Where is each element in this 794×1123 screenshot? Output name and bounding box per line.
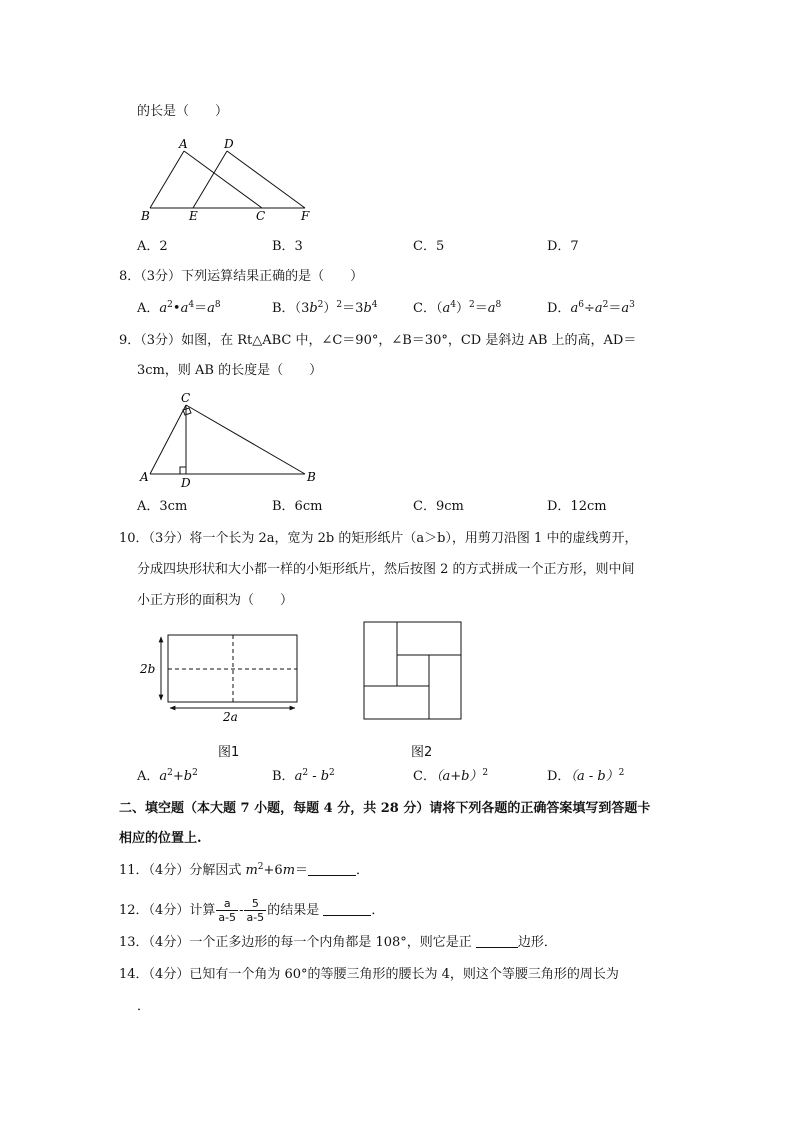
q7-option-d[interactable]: D．7	[547, 239, 579, 254]
q8-score: （3分）	[140, 269, 182, 284]
q8-number: 8．	[119, 269, 141, 284]
q7-label-a: A	[179, 137, 188, 151]
q9-label-c: C	[181, 391, 191, 405]
q10-stem-line3: 小正方形的面积为（ ）	[137, 593, 294, 608]
q11-stem: 11．（4分）分解因式 $m^2+6m=$ ．	[119, 862, 370, 878]
q12-answer-blank[interactable]	[323, 903, 371, 916]
q9-text-1: 如图，在 Rt△ABC 中，∠C＝90°，∠B＝30°，CD 是斜边 AB 上的高，AD＝	[181, 333, 637, 348]
q14-stem: 14．（4分）已知有一个角为 60°的等腰三角形的腰长为 4，则这个等腰三角形的周长为	[119, 967, 619, 982]
q10-option-d[interactable]: D．（a - b）$^2$	[547, 768, 625, 784]
q9-option-d[interactable]: D．12cm	[547, 499, 607, 514]
q14-answer-line: ．	[137, 999, 151, 1014]
q10-stem-line2: 分成四块形状和大小都一样的小矩形纸片，然后按图 2 的方式拼成一个正方形，则中间	[137, 562, 635, 577]
q10-score: （3分）	[148, 531, 190, 546]
q10-option-b[interactable]: B．$a^2 - b^2$	[272, 768, 335, 784]
q10-fig1-caption: 图1	[218, 745, 240, 760]
q9-option-c[interactable]: C．9cm	[413, 499, 464, 514]
section2-heading-line2: 相应的位置上.	[119, 831, 202, 846]
q9-score: （3分）	[140, 333, 182, 348]
q10-fig2-caption: 图2	[411, 745, 433, 760]
q9-label-d: D	[181, 476, 191, 490]
q8-option-d[interactable]: D．$a^6\div a^2=a^3$	[547, 300, 635, 316]
q10-text-1: 将一个长为 2a，宽为 2b 的矩形纸片（a＞b），用剪刀沿图 1 中的虚线剪开，	[189, 531, 638, 546]
q7-stem-tail: 的长是（ ）	[137, 104, 229, 119]
q10-number: 10．	[119, 531, 149, 546]
q10-fig1-label-2b: 2b	[140, 662, 156, 676]
q10-fig2-outer-square	[364, 622, 461, 719]
q9-label-a: A	[140, 470, 149, 484]
q7-option-b[interactable]: B．3	[272, 239, 303, 254]
q10-fig1-label-2a: 2a	[223, 710, 238, 724]
q7-label-b: B	[141, 209, 150, 223]
q10-option-a[interactable]: A．$a^2+b^2$	[137, 768, 198, 784]
q8-text: 下列运算结果正确的是（ ）	[181, 269, 364, 284]
q9-number: 9．	[119, 333, 141, 348]
q7-label-e: E	[189, 209, 198, 223]
q7-label-f: F	[301, 209, 310, 223]
q8-option-a[interactable]: A．$a^2•a^4=a^8$	[137, 300, 221, 316]
q9-option-b[interactable]: B．6cm	[272, 499, 323, 514]
q7-label-d: D	[224, 137, 234, 151]
q8-option-c[interactable]: C．$(a^4)^2=a^8$	[413, 300, 502, 316]
q12-fraction-1: $\frac{a}{a-5}$	[218, 897, 237, 924]
section2-heading-line1: 二、填空题（本大题 7 小题，每题 4 分，共 28 分）请将下列各题的正确答案填写到答题卡	[119, 801, 651, 816]
q13-stem: 13．（4分）一个正多边形的每一个内角都是 108°，则它是正 边形．	[119, 935, 557, 950]
q7-option-c[interactable]: C．5	[413, 239, 445, 254]
q13-answer-blank[interactable]	[476, 935, 518, 948]
q11-answer-blank[interactable]	[308, 863, 356, 876]
q10-option-c[interactable]: C．$(a+b)^2$	[413, 768, 489, 784]
q8-option-b[interactable]: B．$(3b^2)^2=3b^4$	[272, 300, 378, 316]
q9-option-a[interactable]: A．3cm	[137, 499, 188, 514]
q9-stem-line2: 3cm，则 AB 的长度是（ ）	[137, 363, 323, 378]
q7-option-a[interactable]: A．2	[137, 239, 168, 254]
q12-fraction-2: $\frac{5}{a-5}$	[246, 897, 265, 924]
q12-stem: 12．（4分）计算 $\frac{a}{a-5}$ - $\frac{5}{a-5}$ 的结果是 ．	[119, 897, 385, 924]
q7-label-c: C	[256, 209, 266, 223]
q9-label-b: B	[307, 470, 316, 484]
